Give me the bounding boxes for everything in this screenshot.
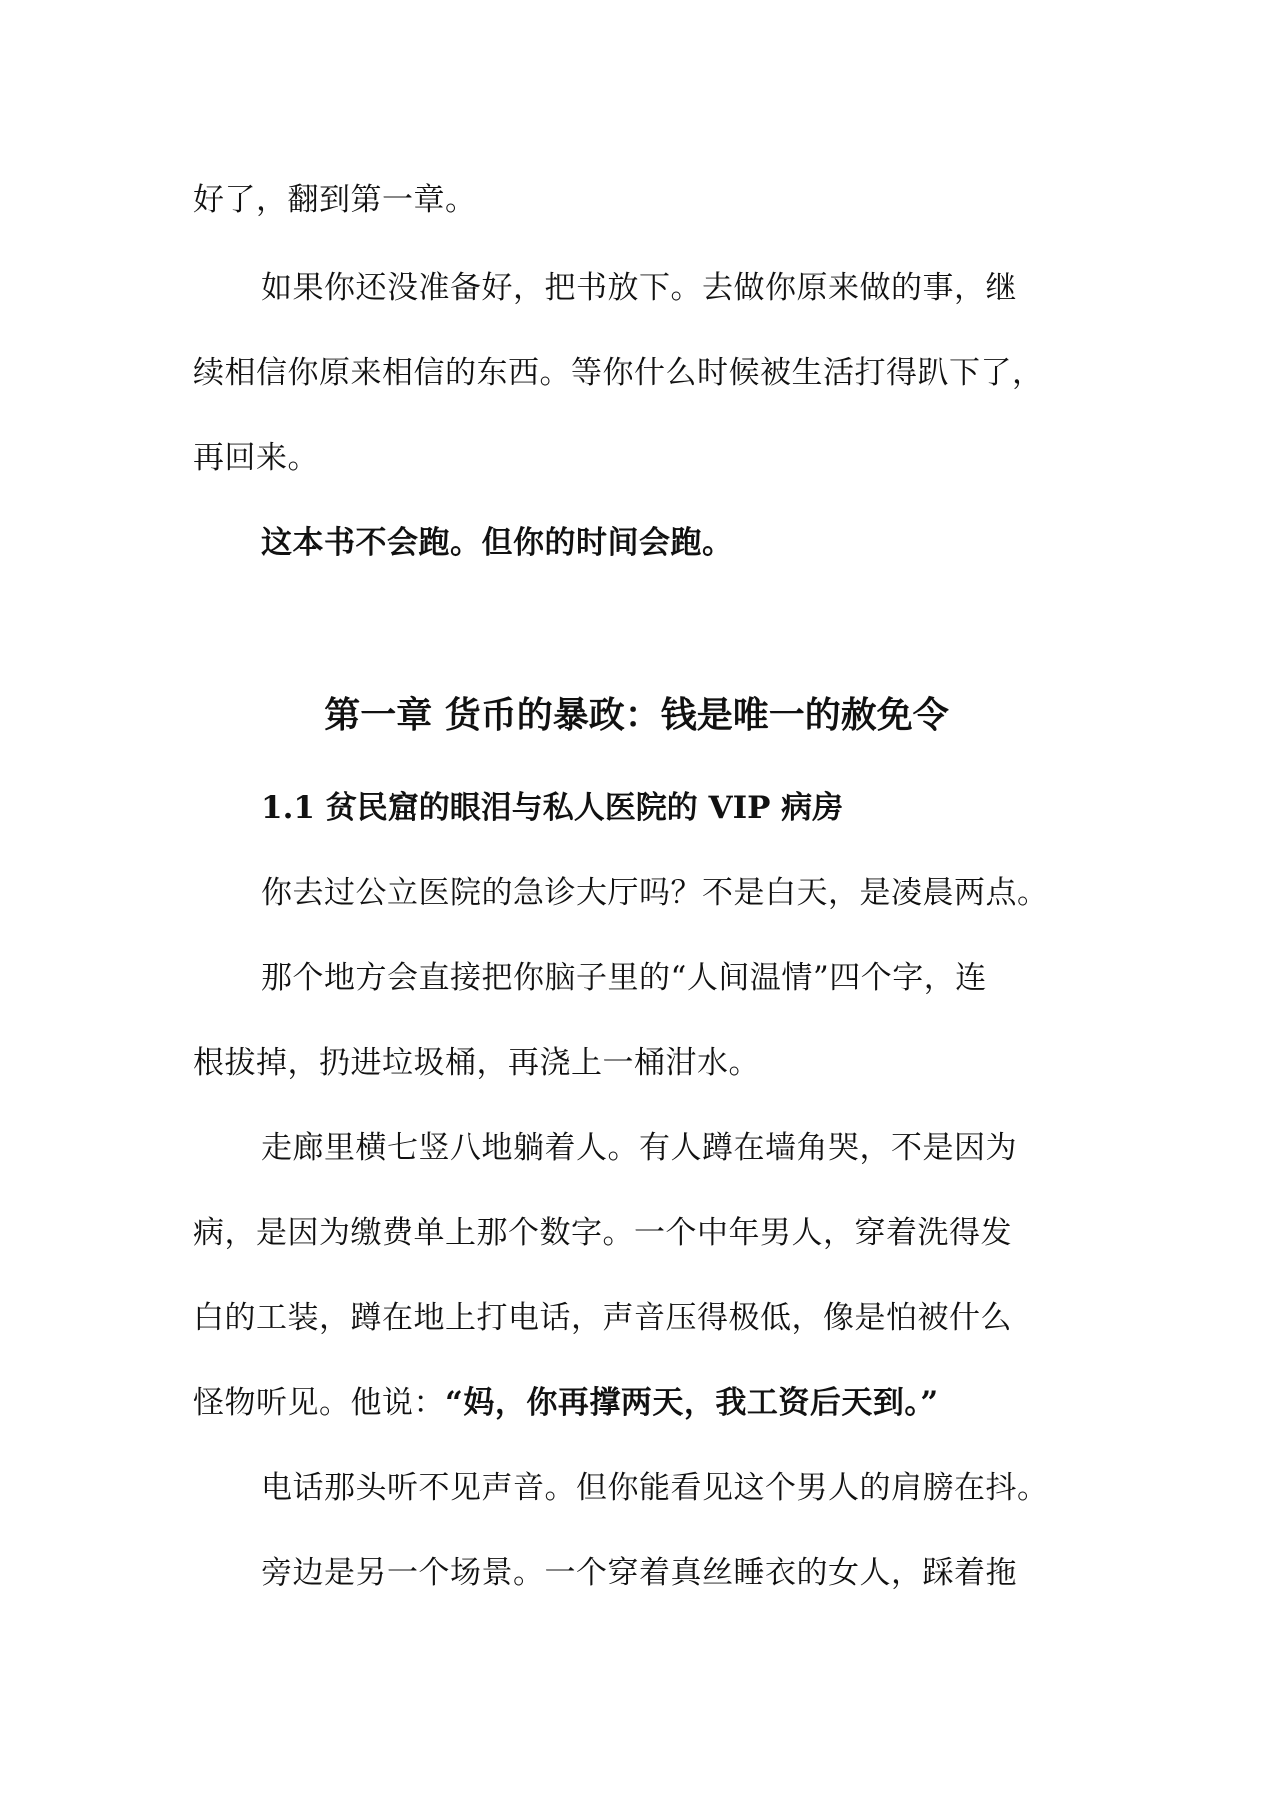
section-title: 1.1 贫民窟的眼泪与私人医院的 VIP 病房	[261, 790, 844, 826]
chapter-paragraph-3-line-3: 白的工装，蹲在地上打电话，声音压得极低，像是怕被什么	[193, 1300, 1012, 1336]
chapter-paragraph-3-line-4	[193, 1383, 939, 1423]
chapter-paragraph-2-line-1: 那个地方会直接把你脑子里的“人间温情”四个字，连	[261, 960, 987, 996]
quoted-dialogue: “妈，你再撑两天，我工资后天到。”	[445, 1385, 939, 1421]
chapter-paragraph-3-line-2: 病，是因为缴费单上那个数字。一个中年男人，穿着洗得发	[193, 1215, 1012, 1251]
chapter-paragraph-3-line-1: 走廊里横七竖八地躺着人。有人蹲在墙角哭，不是因为	[261, 1130, 1017, 1166]
chapter-paragraph-5: 旁边是另一个场景。一个穿着真丝睡衣的女人，踩着拖	[261, 1555, 1017, 1591]
intro-paragraph-2-line-1: 如果你还没准备好，把书放下。去做你原来做的事，继	[261, 270, 1017, 306]
intro-paragraph-2-line-3: 再回来。	[193, 440, 319, 476]
intro-paragraph-3: 这本书不会跑。但你的时间会跑。	[261, 525, 734, 561]
chapter-paragraph-4: 电话那头听不见声音。但你能看见这个男人的肩膀在抖。	[261, 1470, 1049, 1506]
narration-text: 怪物听见。他说：	[193, 1385, 445, 1421]
intro-paragraph-2-line-2: 续相信你原来相信的东西。等你什么时候被生活打得趴下了，	[193, 355, 1044, 391]
chapter-paragraph-2-line-2: 根拔掉，扔进垃圾桶，再浇上一桶泔水。	[193, 1045, 760, 1081]
intro-paragraph-1: 好了，翻到第一章。	[193, 182, 477, 218]
chapter-paragraph-1: 你去过公立医院的急诊大厅吗？不是白天，是凌晨两点。	[261, 875, 1049, 911]
chapter-title: 第一章 货币的暴政：钱是唯一的赦免令	[324, 694, 949, 736]
